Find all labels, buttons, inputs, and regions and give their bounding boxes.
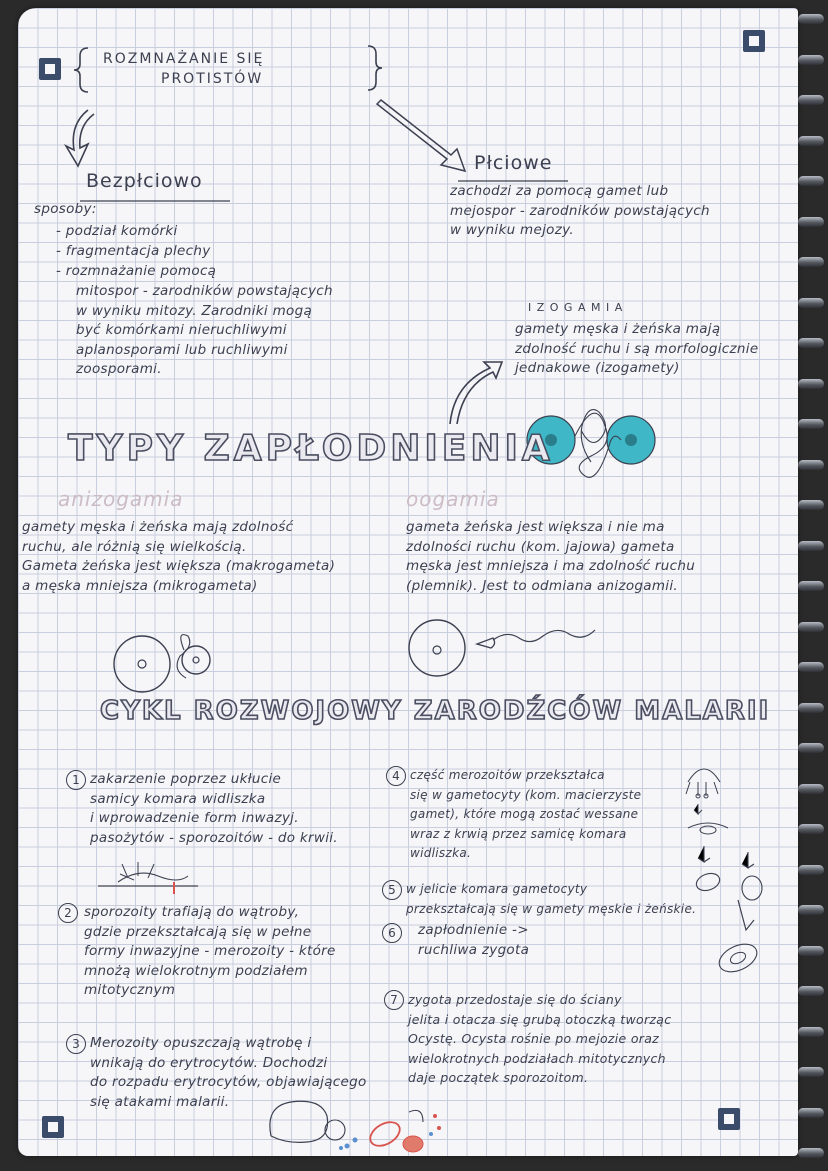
page-title-line1: ROZMNAŻANIE SIĘ: [103, 51, 265, 67]
spiral-coil: [798, 500, 824, 510]
mosquito-on-skin-drawing: [98, 860, 208, 900]
step-text: zakarzenie poprzez ukłucie samicy komara widliszka i wprowadzenie form inwazyj. pasożytów - sporozoitów - do krwii.: [90, 771, 338, 846]
step-number: 6: [382, 923, 402, 943]
spiral-coil: [798, 460, 824, 470]
spiral-coil: [798, 14, 824, 24]
gametocyte-cycle-drawing: [668, 758, 778, 978]
spiral-coil: [798, 541, 824, 551]
step-text: Merozoity opuszczają wątrobę i wnikają do erytrocytów. Dochodzi do rozpadu erytrocytów, objawiającego się atakami malarii.: [90, 1035, 367, 1110]
step-number: 1: [66, 770, 86, 790]
notebook-page: [18, 8, 798, 1156]
spiral-coil: [798, 622, 824, 632]
spiral-coil: [798, 338, 824, 348]
spiral-coil: [798, 257, 824, 267]
step-text: zygota przedostaje się do ściany jelita i otacza się grubą otoczką tworząc Ocystę. Ocysta rośnie po mejozie oraz wielokrotnych podziałach mitotycznych daje początek sporozoitom.: [408, 992, 672, 1085]
malaria-cycle-heading: CYKL ROZWOJOWY ZARODŹCÓW MALARII: [100, 696, 771, 726]
asexual-item: - fragmentacja plechy: [56, 243, 211, 259]
spiral-coil: [798, 986, 824, 996]
oogamy-cells-drawing: [403, 608, 623, 678]
asexual-item: - podział komórki: [56, 223, 178, 239]
spiral-coil: [798, 136, 824, 146]
asexual-text: mitospor - zarodników powstających w wyniku mitozy. Zarodniki mogą być komórkami nieruchliwymi aplanosporami lub ruchliwymi zoosporami.: [76, 283, 333, 377]
oogamia-heading: oogamia: [406, 487, 500, 511]
fertilization-heading: TYPY ZAPŁODNIENIA: [68, 428, 554, 469]
spiral-coil: [798, 1067, 824, 1077]
spiral-coil: [798, 1148, 824, 1158]
spiral-coil: [798, 581, 824, 591]
corner-mark-icon: [718, 1108, 740, 1130]
spiral-coil: [798, 824, 824, 834]
step-number: 4: [386, 766, 406, 786]
step-number: 3: [66, 1034, 86, 1054]
step-text: sporozoity trafiają do wątroby, gdzie przekształcają się w pełne formy inwazyjne - merozoity - które mnożą wielokrotnym podziałem mitotycznym: [84, 904, 336, 998]
spiral-coil: [798, 176, 824, 186]
spiral-coil: [798, 95, 824, 105]
spiral-binding: [798, 0, 828, 1171]
page-title-line2: PROTISTÓW: [161, 71, 264, 87]
underline: [80, 198, 230, 204]
asexual-heading: Bezpłciowo: [86, 170, 203, 192]
arrow-down-right-icon: [373, 98, 473, 188]
corner-mark-icon: [42, 1116, 64, 1138]
spiral-coil: [798, 946, 824, 956]
spiral-coil: [798, 784, 824, 794]
spiral-coil: [798, 703, 824, 713]
corner-mark-icon: [743, 30, 765, 52]
step-number: 5: [382, 880, 402, 900]
anisogamy-cells-drawing: [108, 628, 228, 698]
spiral-coil: [798, 1108, 824, 1118]
step-number: 7: [384, 990, 404, 1010]
spiral-coil: [798, 419, 824, 429]
anizogamia-text: gamety męska i żeńska mają zdolność ruchu, ale różnią się wielkością. Gameta żeńska jest większa (makrogameta) a męska mniejsza (mikrogameta): [22, 519, 336, 594]
step-number: 2: [58, 903, 78, 923]
izogamia-text: gamety męska i żeńska mają zdolność ruchu i są morfologicznie jednakowe (izogamety): [515, 321, 759, 376]
step-text: część merozoitów przekształca się w gametocyty (kom. macierzyste gamet), które mogą zostać wessane wraz z krwią przez samicę komara widliszka.: [410, 768, 642, 860]
asexual-intro: sposoby:: [34, 201, 97, 217]
spiral-coil: [798, 217, 824, 227]
anizogamia-heading: anizogamia: [58, 487, 184, 511]
spiral-coil: [798, 662, 824, 672]
spiral-coil: [798, 865, 824, 875]
izogamia-heading: I Z O G A M I A: [528, 301, 624, 314]
sexual-text: zachodzi za pomocą gamet lub mejospor - zarodników powstających w wyniku mejozy.: [450, 183, 710, 238]
curved-arrow-icon: [446, 358, 506, 428]
spiral-coil: [798, 905, 824, 915]
spiral-coil: [798, 379, 824, 389]
erythrocyte-drawing: [263, 1096, 453, 1156]
spiral-coil: [798, 298, 824, 308]
step-text: w jelicie komara gametocyty przekształcają się w gamety męskie i żeńskie.: [406, 882, 697, 916]
spiral-coil: [798, 1027, 824, 1037]
step-text: zapłodnienie -> ruchliwa zygota: [418, 922, 530, 958]
spiral-coil: [798, 55, 824, 65]
oogamia-text: gameta żeńska jest większa i nie ma zdolności ruchu (kom. jajowa) gameta męska jest mniejsza i ma zdolność ruchu (plemnik). Jest to odmiana anizogamii.: [406, 519, 696, 594]
sexual-heading: Płciowe: [474, 152, 553, 174]
asexual-item: - rozmnażanie pomocą: [56, 263, 217, 279]
corner-mark-icon: [39, 58, 61, 80]
spiral-coil: [798, 743, 824, 753]
